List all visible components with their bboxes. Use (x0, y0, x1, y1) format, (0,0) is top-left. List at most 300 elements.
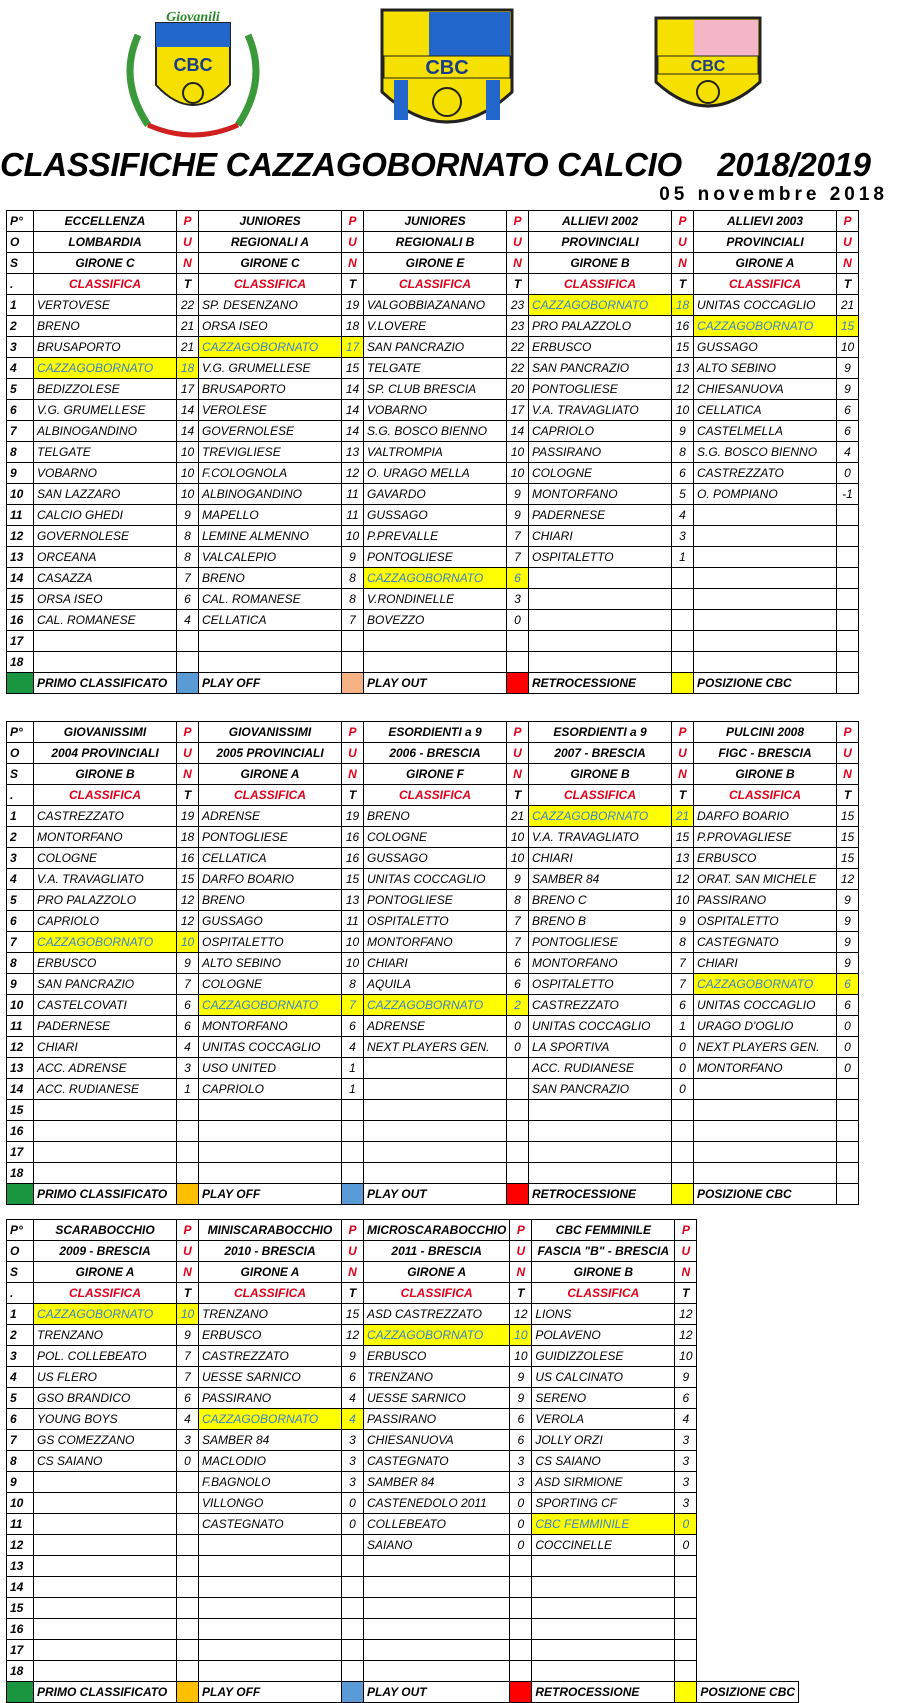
team-points: 7 (177, 1346, 199, 1367)
team-points: 2 (507, 995, 529, 1016)
team-points: 11 (342, 484, 364, 505)
team-name: TELGATE (364, 358, 507, 379)
team-name: CAZZAGOBORNATO (199, 995, 342, 1016)
team-points: 10 (510, 1346, 532, 1367)
points-header: U (507, 232, 529, 253)
team-points: 12 (672, 379, 694, 400)
team-name: DARFO BOARIO (199, 869, 342, 890)
team-name: PASSIRANO (694, 890, 837, 911)
position-label: 5 (7, 890, 34, 911)
team-points (672, 652, 694, 673)
team-name (694, 547, 837, 568)
position-label: 4 (7, 1367, 34, 1388)
table-row (7, 1535, 799, 1556)
team-name (532, 1640, 675, 1661)
team-points: 6 (837, 974, 859, 995)
side-label: O (7, 232, 34, 253)
team-points: 15 (672, 337, 694, 358)
position-label: 1 (7, 806, 34, 827)
team-name (199, 1142, 342, 1163)
points-header: U (837, 743, 859, 764)
league-header: GIRONE B (529, 764, 672, 785)
table-row (7, 379, 859, 400)
team-points: 6 (177, 1016, 199, 1037)
table-row (7, 1325, 799, 1346)
team-name: BOVEZZO (364, 610, 507, 631)
team-points: 15 (837, 806, 859, 827)
points-header: N (507, 253, 529, 274)
team-points (510, 1556, 532, 1577)
team-points: 4 (837, 442, 859, 463)
legend-swatch (672, 1184, 694, 1205)
team-points: 7 (672, 974, 694, 995)
team-name: ERBUSCO (694, 848, 837, 869)
league-header: 2007 - BRESCIA (529, 743, 672, 764)
team-points: 0 (342, 1493, 364, 1514)
team-name (34, 1121, 177, 1142)
team-name: SAN PANCRAZIO (364, 337, 507, 358)
points-header: U (672, 232, 694, 253)
team-name: CAZZAGOBORNATO (694, 974, 837, 995)
table-row (7, 400, 859, 421)
position-label: 12 (7, 1535, 34, 1556)
table-row (7, 1661, 799, 1682)
team-points (837, 1163, 859, 1184)
table-row (7, 1037, 859, 1058)
team-name: TRENZANO (199, 1304, 342, 1325)
header-row (7, 253, 859, 274)
team-name: AQUILA (364, 974, 507, 995)
team-points (837, 589, 859, 610)
team-name (532, 1598, 675, 1619)
team-name (694, 610, 837, 631)
position-label: 10 (7, 484, 34, 505)
team-name: ADRENSE (199, 806, 342, 827)
team-points (837, 1079, 859, 1100)
position-label: 18 (7, 1163, 34, 1184)
league-header: 2005 PROVINCIALI (199, 743, 342, 764)
position-label: 8 (7, 442, 34, 463)
team-name: BRUSAPORTO (199, 379, 342, 400)
table-row (7, 1163, 859, 1184)
team-points: 8 (672, 932, 694, 953)
team-name: GOVERNOLESE (199, 421, 342, 442)
league-header: CLASSIFICA (34, 1283, 177, 1304)
header-row (7, 743, 859, 764)
points-header: U (342, 743, 364, 764)
team-name: BRUSAPORTO (34, 337, 177, 358)
team-name (364, 1163, 507, 1184)
team-points: 4 (675, 1409, 697, 1430)
team-points: 6 (510, 1430, 532, 1451)
legend-label: RETROCESSIONE (529, 673, 672, 694)
team-name: USO UNITED (199, 1058, 342, 1079)
team-name: BRENO C (529, 890, 672, 911)
logos-bar (0, 0, 900, 150)
league-header: GIRONE B (694, 764, 837, 785)
team-points: 18 (672, 295, 694, 316)
legend-swatch (507, 1184, 529, 1205)
position-label: 17 (7, 1142, 34, 1163)
team-name (199, 1556, 342, 1577)
points-header: P (342, 211, 364, 232)
team-points: 21 (672, 806, 694, 827)
team-points: 3 (177, 1058, 199, 1079)
team-points (837, 1142, 859, 1163)
team-name (364, 1100, 507, 1121)
team-points (342, 1121, 364, 1142)
team-points: 8 (672, 442, 694, 463)
team-name: PASSIRANO (199, 1388, 342, 1409)
team-name: TRENZANO (364, 1367, 510, 1388)
league-header: REGIONALI A (199, 232, 342, 253)
table-row (7, 421, 859, 442)
team-points: 12 (675, 1304, 697, 1325)
team-points (342, 1142, 364, 1163)
team-points: 14 (177, 421, 199, 442)
team-name: VALTROMPIA (364, 442, 507, 463)
points-header: P (507, 722, 529, 743)
team-points (675, 1619, 697, 1640)
team-name: CS SAIANO (34, 1451, 177, 1472)
team-name: ALBINOGANDINO (199, 484, 342, 505)
table-row (7, 1451, 799, 1472)
legend-label: PLAY OUT (364, 1682, 510, 1703)
team-name: PADERNESE (529, 505, 672, 526)
team-name: US CALCINATO (532, 1367, 675, 1388)
team-name: SAN PANCRAZIO (529, 1079, 672, 1100)
position-label: 6 (7, 1409, 34, 1430)
logo-cbc-text: CBC (173, 55, 213, 75)
team-points: 21 (177, 337, 199, 358)
team-points (672, 568, 694, 589)
team-points (672, 1163, 694, 1184)
team-name (34, 1142, 177, 1163)
points-header: U (342, 232, 364, 253)
team-points (507, 1121, 529, 1142)
team-points: -1 (837, 484, 859, 505)
position-label: 7 (7, 932, 34, 953)
team-name: CELLATICA (199, 848, 342, 869)
team-name: O. POMPIANO (694, 484, 837, 505)
league-header: GIRONE C (199, 253, 342, 274)
points-header: N (510, 1262, 532, 1283)
side-label: P° (7, 1220, 34, 1241)
team-name: COLOGNE (34, 848, 177, 869)
team-points: 10 (342, 953, 364, 974)
team-name: COLOGNE (199, 974, 342, 995)
points-header: N (507, 764, 529, 785)
table-row (7, 995, 859, 1016)
position-label: 13 (7, 547, 34, 568)
league-header: ALLIEVI 2002 (529, 211, 672, 232)
team-name: UNITAS COCCAGLIO (694, 995, 837, 1016)
team-points: 18 (177, 358, 199, 379)
team-name: ASD CASTREZZATO (364, 1304, 510, 1325)
team-name: CAZZAGOBORNATO (199, 1409, 342, 1430)
team-name (364, 1598, 510, 1619)
side-label: . (7, 1283, 34, 1304)
table-row (7, 358, 859, 379)
league-header: ESORDIENTI a 9 (529, 722, 672, 743)
team-points: 9 (837, 358, 859, 379)
team-name: V.A. TRAVAGLIATO (529, 827, 672, 848)
team-name: CAZZAGOBORNATO (364, 995, 507, 1016)
team-name: MONTORFANO (199, 1016, 342, 1037)
report-date: 05 novembre 2018 (659, 184, 888, 205)
team-points: 12 (177, 911, 199, 932)
team-name: COLOGNE (364, 827, 507, 848)
team-points: 7 (672, 953, 694, 974)
header-row (7, 764, 859, 785)
team-points: 0 (837, 1037, 859, 1058)
team-name (34, 1640, 177, 1661)
team-name: CASTEGNATO (694, 932, 837, 953)
team-points: 1 (342, 1058, 364, 1079)
team-name: VEROLA (532, 1409, 675, 1430)
legend-label: PLAY OFF (199, 673, 342, 694)
points-header: N (675, 1262, 697, 1283)
position-label: 15 (7, 589, 34, 610)
team-points (177, 1142, 199, 1163)
team-points: 7 (507, 932, 529, 953)
points-header: N (342, 764, 364, 785)
team-name: NEXT PLAYERS GEN. (694, 1037, 837, 1058)
team-points: 15 (342, 358, 364, 379)
team-name: CAPRIOLO (34, 911, 177, 932)
points-header: T (675, 1283, 697, 1304)
team-name (199, 631, 342, 652)
points-header: T (177, 785, 199, 806)
header-row (7, 274, 859, 295)
team-name: ORSA ISEO (34, 589, 177, 610)
team-name: CASTREZZATO (529, 995, 672, 1016)
team-points: 9 (672, 911, 694, 932)
team-name: CAPRIOLO (529, 421, 672, 442)
team-points: 0 (837, 1016, 859, 1037)
team-name: ERBUSCO (199, 1325, 342, 1346)
team-points (342, 1577, 364, 1598)
team-name: ALTO SEBINO (694, 358, 837, 379)
team-name: DARFO BOARIO (694, 806, 837, 827)
team-points (837, 505, 859, 526)
legend-label: PRIMO CLASSIFICATO (34, 673, 177, 694)
team-points: 6 (177, 589, 199, 610)
team-points: 0 (510, 1493, 532, 1514)
league-header: GIOVANISSIMI (34, 722, 177, 743)
legend-swatch (342, 673, 364, 694)
team-name: CASTREZZATO (694, 463, 837, 484)
team-name: V.A. TRAVAGLIATO (529, 400, 672, 421)
position-label: 9 (7, 1472, 34, 1493)
team-points: 4 (342, 1037, 364, 1058)
table-row (7, 652, 859, 673)
team-points: 23 (507, 295, 529, 316)
team-points (837, 610, 859, 631)
team-name: GUSSAGO (694, 337, 837, 358)
cbc-small-logo-icon (648, 12, 768, 122)
team-points: 19 (177, 806, 199, 827)
team-points: 7 (177, 1367, 199, 1388)
table-row (7, 869, 859, 890)
team-name: GAVARDO (364, 484, 507, 505)
team-name: POL. COLLEBEATO (34, 1346, 177, 1367)
position-label: 6 (7, 400, 34, 421)
team-points (507, 1058, 529, 1079)
team-name: ERBUSCO (529, 337, 672, 358)
team-name: CHIARI (34, 1037, 177, 1058)
team-name: CAZZAGOBORNATO (34, 358, 177, 379)
league-header: SCARABOCCHIO (34, 1220, 177, 1241)
team-points (837, 652, 859, 673)
team-name: GS COMEZZANO (34, 1430, 177, 1451)
team-points: 0 (672, 1037, 694, 1058)
team-name: UNITAS COCCAGLIO (199, 1037, 342, 1058)
points-header: N (342, 253, 364, 274)
team-name (34, 1514, 177, 1535)
team-points: 3 (342, 1472, 364, 1493)
legend-row (7, 673, 859, 694)
team-points: 16 (177, 848, 199, 869)
league-header: 2011 - BRESCIA (364, 1241, 510, 1262)
team-name: GUIDIZZOLESE (532, 1346, 675, 1367)
position-label: 15 (7, 1100, 34, 1121)
legend-label: RETROCESSIONE (532, 1682, 675, 1703)
position-label: 7 (7, 421, 34, 442)
team-name (529, 1163, 672, 1184)
team-points: 10 (177, 1304, 199, 1325)
table-row (7, 589, 859, 610)
league-header: CLASSIFICA (199, 785, 342, 806)
team-name: SAMBER 84 (199, 1430, 342, 1451)
team-name: MONTORFANO (529, 953, 672, 974)
table-row (7, 1472, 799, 1493)
team-points: 7 (507, 911, 529, 932)
team-points: 7 (342, 995, 364, 1016)
team-name: V.LOVERE (364, 316, 507, 337)
team-name (532, 1577, 675, 1598)
team-points: 7 (507, 547, 529, 568)
position-label: 9 (7, 974, 34, 995)
team-points: 6 (837, 400, 859, 421)
team-points: 10 (837, 337, 859, 358)
table-row (7, 316, 859, 337)
team-name: ORCEANA (34, 547, 177, 568)
points-header: T (837, 274, 859, 295)
team-points: 12 (177, 890, 199, 911)
league-header: GIRONE A (694, 253, 837, 274)
team-points (672, 1121, 694, 1142)
team-points (177, 1556, 199, 1577)
team-name: PRO PALAZZOLO (529, 316, 672, 337)
team-points: 0 (510, 1514, 532, 1535)
team-name: PONTOGLIESE (364, 890, 507, 911)
position-label: 1 (7, 1304, 34, 1325)
points-header: P (177, 211, 199, 232)
position-label: 2 (7, 1325, 34, 1346)
team-points (177, 1100, 199, 1121)
position-label: 12 (7, 526, 34, 547)
league-header: FIGC - BRESCIA (694, 743, 837, 764)
team-points: 10 (177, 484, 199, 505)
team-name: CASTREZZATO (199, 1346, 342, 1367)
points-header: T (672, 274, 694, 295)
legend-label: POSIZIONE CBC (697, 1682, 799, 1703)
team-points: 0 (510, 1535, 532, 1556)
team-name (199, 1661, 342, 1682)
team-name: ERBUSCO (34, 953, 177, 974)
team-name: TELGATE (34, 442, 177, 463)
team-name: VEROLESE (199, 400, 342, 421)
team-name (529, 1100, 672, 1121)
team-points (177, 1640, 199, 1661)
team-points (675, 1577, 697, 1598)
team-name: MONTORFANO (34, 827, 177, 848)
league-header: 2010 - BRESCIA (199, 1241, 342, 1262)
position-label: 8 (7, 953, 34, 974)
position-label: 16 (7, 1619, 34, 1640)
team-points: 15 (837, 827, 859, 848)
team-points: 3 (672, 526, 694, 547)
team-points: 6 (837, 421, 859, 442)
league-header: CLASSIFICA (199, 274, 342, 295)
team-points (672, 589, 694, 610)
position-label: 6 (7, 911, 34, 932)
team-points: 6 (672, 995, 694, 1016)
team-points (342, 1556, 364, 1577)
team-name: ASD SIRMIONE (532, 1472, 675, 1493)
team-name (34, 1556, 177, 1577)
team-name: ALTO SEBINO (199, 953, 342, 974)
team-points (177, 1535, 199, 1556)
league-header: 2004 PROVINCIALI (34, 743, 177, 764)
team-points: 8 (342, 568, 364, 589)
team-name (694, 505, 837, 526)
side-label: . (7, 785, 34, 806)
team-points (177, 1577, 199, 1598)
table-row (7, 337, 859, 358)
legend-label: PLAY OFF (199, 1184, 342, 1205)
team-name: LEMINE ALMENNO (199, 526, 342, 547)
team-points: 13 (672, 848, 694, 869)
team-name: US FLERO (34, 1367, 177, 1388)
team-name: GUSSAGO (364, 505, 507, 526)
team-points: 14 (177, 400, 199, 421)
points-header: T (177, 274, 199, 295)
team-points: 3 (177, 1430, 199, 1451)
team-points: 3 (675, 1451, 697, 1472)
points-header: N (177, 1262, 199, 1283)
team-points (177, 652, 199, 673)
team-name: COCCINELLE (532, 1535, 675, 1556)
legend-label: PRIMO CLASSIFICATO (34, 1184, 177, 1205)
team-points: 23 (507, 316, 529, 337)
team-points: 4 (342, 1388, 364, 1409)
points-header: P (837, 722, 859, 743)
legend-swatch (177, 673, 199, 694)
league-header: GIRONE C (34, 253, 177, 274)
legend-swatch (7, 673, 34, 694)
team-points: 8 (342, 589, 364, 610)
team-points (342, 631, 364, 652)
team-points (342, 1100, 364, 1121)
header-row (7, 211, 859, 232)
team-name: VALCALEPIO (199, 547, 342, 568)
team-points (507, 1163, 529, 1184)
points-header: P (675, 1220, 697, 1241)
team-name: SP. DESENZANO (199, 295, 342, 316)
team-name: UNITAS COCCAGLIO (364, 869, 507, 890)
